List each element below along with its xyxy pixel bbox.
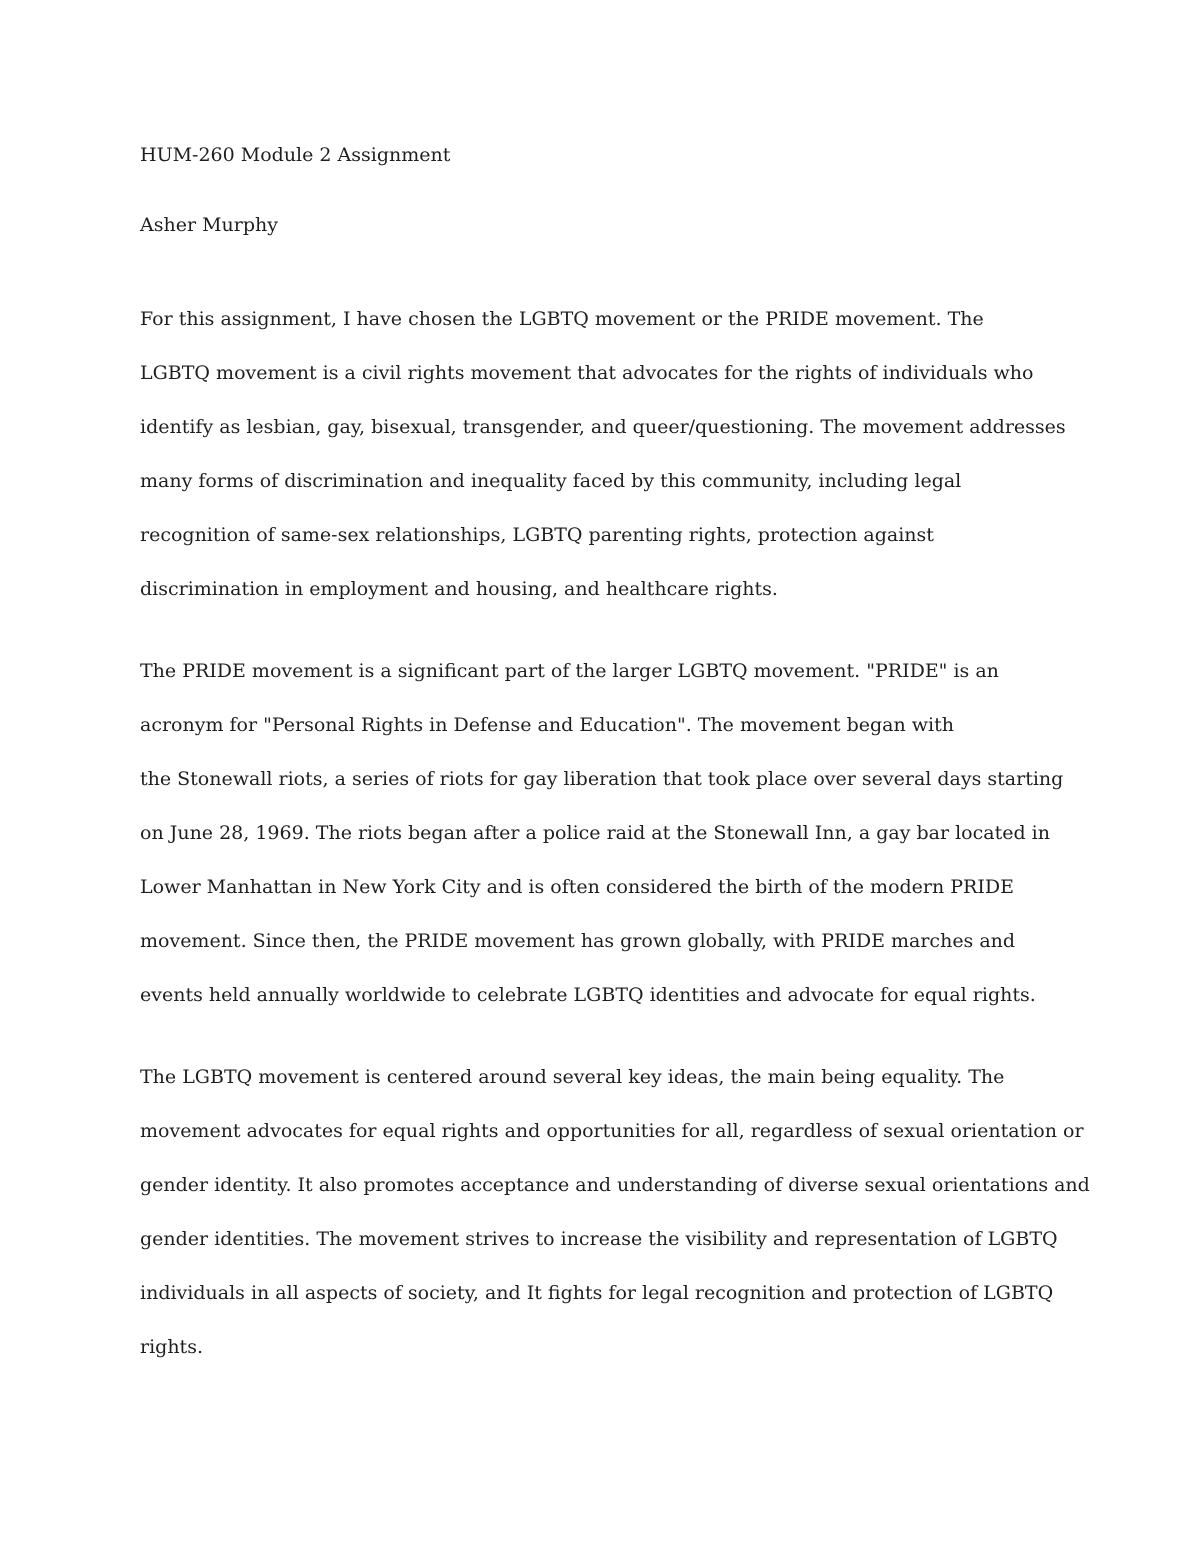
paragraph-line: identify as lesbian, gay, bisexual, transgender, and queer/questioning. The movement addresses: [140, 416, 1066, 438]
paragraph-line: movement advocates for equal rights and opportunities for all, regardless of sexual orientation or: [140, 1120, 1084, 1142]
paragraph-line: events held annually worldwide to celebrate LGBTQ identities and advocate for equal rights.: [140, 984, 1036, 1006]
paragraph-3: [140, 1050, 1090, 1374]
paragraph-line: discrimination in employment and housing, and healthcare rights.: [140, 578, 778, 600]
paragraph-line: The LGBTQ movement is centered around several key ideas, the main being equality. The: [140, 1066, 1005, 1088]
paragraph-line: gender identities. The movement strives to increase the visibility and representation of LGBTQ: [140, 1228, 1058, 1250]
document-body: [140, 140, 1090, 1402]
paragraph-line: LGBTQ movement is a civil rights movement that advocates for the rights of individuals who: [140, 362, 1034, 384]
paragraph-line: the Stonewall riots, a series of riots for gay liberation that took place over several days starting: [140, 768, 1064, 790]
paragraph-line: rights.: [140, 1336, 203, 1358]
paragraph-line: on June 28, 1969. The riots began after a police raid at the Stonewall Inn, a gay bar located in: [140, 822, 1050, 844]
paragraph-1: [140, 292, 1065, 616]
paragraph-2: [140, 644, 1065, 1022]
paragraph-line: For this assignment, I have chosen the LGBTQ movement or the PRIDE movement. The: [140, 308, 984, 330]
document-title: HUM-260 Module 2 Assignment: [140, 144, 451, 166]
paragraph-line: many forms of discrimination and inequality faced by this community, including legal: [140, 470, 962, 492]
paragraph-line: individuals in all aspects of society, and It fights for legal recognition and protection of LGBTQ: [140, 1282, 1054, 1304]
paragraph-line: Lower Manhattan in New York City and is often considered the birth of the modern PRIDE: [140, 876, 1014, 898]
paragraph-line: The PRIDE movement is a significant part of the larger LGBTQ movement. "PRIDE" is an: [140, 660, 999, 682]
author-name: Asher Murphy: [140, 214, 278, 236]
paragraph-line: acronym for "Personal Rights in Defense and Education". The movement began with: [140, 714, 954, 736]
paragraph-line: recognition of same-sex relationships, LGBTQ parenting rights, protection against: [140, 524, 934, 546]
paragraph-line: movement. Since then, the PRIDE movement has grown globally, with PRIDE marches and: [140, 930, 1016, 952]
paragraph-line: gender identity. It also promotes acceptance and understanding of diverse sexual orientations and: [140, 1174, 1090, 1196]
